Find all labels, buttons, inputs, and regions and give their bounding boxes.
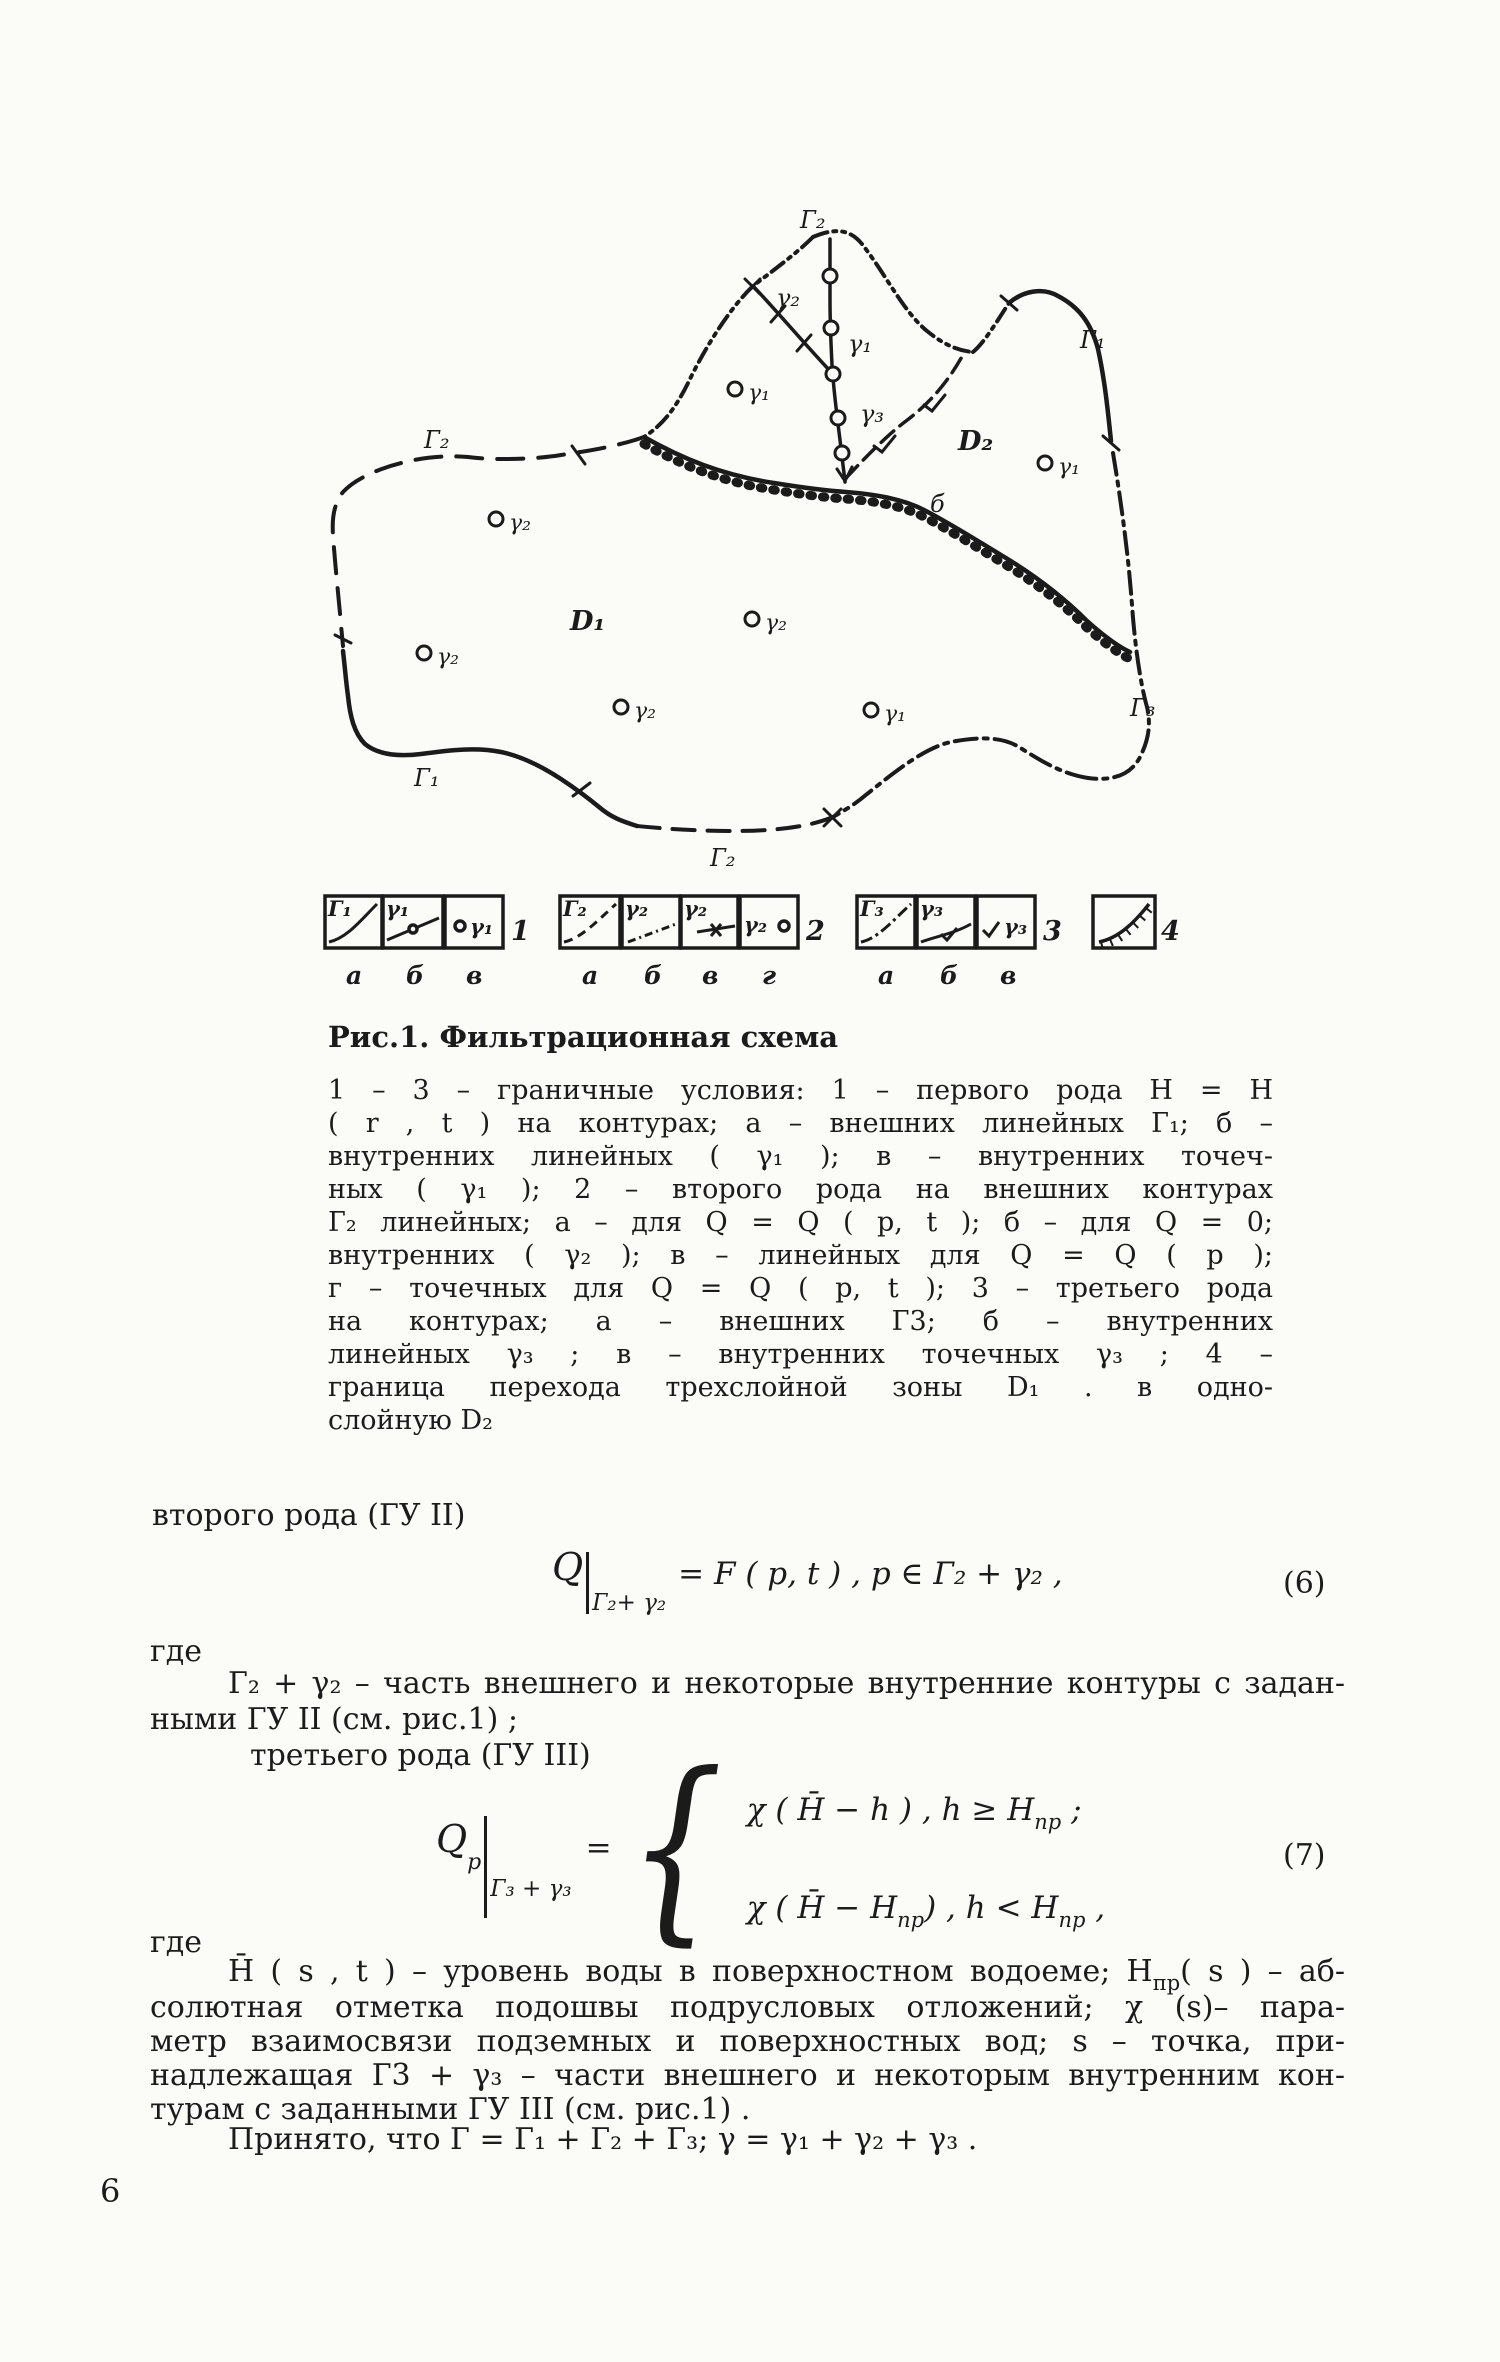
caption-line: Г₂ линейных; а – для Q = Q ( p, t ); б – для Q = 0; xyxy=(328,1207,1273,1238)
legend xyxy=(325,896,1155,948)
legend-1v-symbol: γ₁ xyxy=(470,914,494,939)
boundary-g1-bottom-left xyxy=(343,651,637,826)
formula7-number: (7) xyxy=(1283,1838,1326,1873)
legend-2a-symbol: Г₂ xyxy=(563,896,587,921)
formula7-equals: = xyxy=(585,1830,612,1866)
formula7-subscript: Г₃ + γ₃ xyxy=(490,1876,572,1902)
paragraph2-line1-sub: пр xyxy=(1152,1971,1181,1995)
formula7-case1 xyxy=(747,1792,1105,1834)
formula7-case2-sub2: пр xyxy=(1058,1908,1086,1932)
formula7-case1-tail: ; xyxy=(1061,1792,1082,1828)
formula7-case2-sub1: пр xyxy=(897,1908,925,1932)
label-point-gamma2-mid: γ₂ xyxy=(765,611,787,636)
page-number: 6 xyxy=(100,2172,121,2210)
legend-1a-symbol: Г₁ xyxy=(328,896,352,921)
paragraph1-line2: ными ГУ II (см. рис.1) ; xyxy=(150,1702,518,1737)
boundary-tick-marks xyxy=(335,279,1119,826)
formula7-q: Q xyxy=(436,1817,468,1861)
label-g1-right: Г₁ xyxy=(1080,326,1106,354)
paragraph2-line1-main: H̄ ( s , t ) – уровень воды в поверхностном водоеме; H xyxy=(228,1954,1153,1989)
caption-line: внутренних ( γ₂ ); в – линейных для Q = Q ( р ); xyxy=(328,1240,1273,1271)
label-g1-bottom: Г₁ xyxy=(414,764,440,792)
legend-3-letter-a: а xyxy=(878,961,895,990)
label-point-gamma1-right: γ₁ xyxy=(884,702,906,727)
boundary-g3-hump xyxy=(833,738,1088,817)
label-point-gamma2-upper: γ₂ xyxy=(509,511,531,536)
legend-3a-symbol: Г₃ xyxy=(860,896,884,921)
formula7-case2 xyxy=(747,1890,1105,1932)
label-gamma3-line: γ₃ xyxy=(860,400,884,428)
legend-group4-number: 4 xyxy=(1161,916,1180,947)
formula6-q: Q xyxy=(552,1545,584,1589)
legend-1b-symbol: γ₁ xyxy=(386,896,410,921)
paragraph2-line5: турам с заданными ГУ III (см. рис.1) . xyxy=(150,2092,751,2127)
formula7-q-subscript: р xyxy=(467,1850,482,1875)
paragraph1-line1: Г₂ + γ₂ – часть внешнего и некоторые внутренние контуры с задан- xyxy=(228,1666,1345,1701)
label-point-gamma1-topleft: γ₁ xyxy=(748,381,770,406)
paragraph2-line1-tail: ( s ) – аб- xyxy=(1180,1954,1345,1989)
caption-line: г – точечных для Q = Q ( p, t ); 3 – третьего рода xyxy=(328,1273,1273,1304)
legend-2-letter-a: а xyxy=(582,961,599,990)
formula-7 xyxy=(436,1731,1106,1964)
formula-6 xyxy=(552,1545,1063,1616)
legend-2b-symbol: γ₂ xyxy=(625,896,649,921)
legend-2g-symbol: γ₂ xyxy=(744,912,768,937)
caption-line: слойную D₂ xyxy=(328,1405,493,1436)
figure-caption-title: Рис.1. Фильтрационная схема xyxy=(328,1020,839,1054)
boundary-g3-right xyxy=(1088,453,1149,779)
label-point-gamma2-left: γ₂ xyxy=(437,645,459,670)
body-final-line: Принято, что Г = Г₁ + Г₂ + Г₃; γ = γ₁ + γ₂ + γ₃ . xyxy=(228,2122,978,2157)
boundary-g1-right-peak xyxy=(1009,291,1111,441)
legend-1-letter-a: а xyxy=(346,961,363,990)
label-region-d2: D₂ xyxy=(958,426,994,457)
caption-line: ных ( γ₁ ); 2 – второго рода на внешних контурах xyxy=(328,1174,1273,1205)
formula7-cases xyxy=(747,1792,1105,1932)
legend-group3-number: 3 xyxy=(1043,916,1062,947)
caption-line: ( r , t ) на контурах; а – внешних линейных Г₁; б – xyxy=(328,1108,1273,1139)
caption-line: линейных γ₃ ; в – внутренних точечных γ₃ ; 4 – xyxy=(328,1339,1273,1370)
body-intro-line: второго рода (ГУ II) xyxy=(152,1498,466,1533)
legend-3-letter-b: б xyxy=(940,961,959,990)
legend-1-letter-v: в xyxy=(466,961,483,990)
formula7-case2-mid: ) , h < H xyxy=(924,1890,1059,1926)
boundary-g2-valley xyxy=(973,303,1009,352)
label-gamma1-line: γ₁ xyxy=(848,330,872,358)
label-g2-apex: Г₂ xyxy=(800,206,826,234)
caption-line: на контурах; а – внешних Г3; б – внутренних xyxy=(328,1306,1273,1337)
where-label-2: где xyxy=(150,1925,202,1960)
figure-caption xyxy=(328,1020,1273,1437)
formula7-bar xyxy=(484,1816,487,1918)
formula7-case1-main: χ ( H̄ − h ) , h ≥ H xyxy=(746,1792,1035,1828)
internal-point-circles xyxy=(417,382,1052,717)
legend-1-letter-b: б xyxy=(406,961,425,990)
formula6-subscript: Г₂+ γ₂ xyxy=(592,1590,667,1616)
boundary-g2-bottom xyxy=(637,817,833,831)
gamma1-line-point-circles xyxy=(823,269,849,460)
label-g3-right: Г₃ xyxy=(1130,694,1156,722)
label-g2-left: Г₂ xyxy=(424,426,450,454)
body-third-kind-line: третьего рода (ГУ III) xyxy=(250,1738,591,1773)
formula7-case2-main: χ ( H̄ − H xyxy=(746,1890,898,1926)
paragraph2-line4: надлежащая Г3 + γ₃ – части внешнего и некоторым внутренним кон- xyxy=(150,2058,1345,2093)
legend-3b-symbol: γ₃ xyxy=(920,896,944,921)
paragraph2-line2: солютная отметка подошвы подрусловых отложений; χ (s)– пара- xyxy=(150,1990,1345,2025)
caption-line: внутренних линейных ( γ₁ ); в – внутренних точеч- xyxy=(328,1141,1273,1172)
where-label-1: где xyxy=(150,1634,202,1669)
legend-2-letter-v: в xyxy=(702,961,719,990)
legend-2-letter-b: б xyxy=(644,961,663,990)
formula7-brace: { xyxy=(627,1731,723,1964)
label-g2-bottom: Г₂ xyxy=(710,844,736,872)
label-point-gamma1-d2: γ₁ xyxy=(1058,455,1080,480)
label-region-d1: D₁ xyxy=(570,606,606,637)
legend-3-letter-v: в xyxy=(1000,961,1017,990)
formula7-case1-sub: пр xyxy=(1034,1810,1062,1834)
label-point-gamma2-center: γ₂ xyxy=(634,699,656,724)
legend-2v-symbol: γ₂ xyxy=(684,896,708,921)
legend-3v-symbol: γ₃ xyxy=(1004,914,1028,939)
formula6-rhs: = F ( p, t ) , p ∈ Г₂ + γ₂ , xyxy=(678,1556,1063,1592)
formula6-number: (6) xyxy=(1283,1566,1326,1601)
legend-group2-number: 2 xyxy=(806,916,825,947)
filtration-scheme-figure xyxy=(0,0,1500,1010)
formula6-bar xyxy=(586,1552,589,1614)
paragraph2-line3: метр взаимосвязи подземных и поверхностных вод; s – точка, при- xyxy=(150,2024,1345,2059)
label-b-hatched: б xyxy=(930,490,945,518)
label-gamma2-line: γ₂ xyxy=(776,284,800,312)
caption-line: граница перехода трехслойной зоны D₁ . в одно- xyxy=(328,1372,1273,1403)
boundary-g2-left-flank xyxy=(644,237,813,437)
formula7-case2-tail: , xyxy=(1085,1890,1106,1926)
caption-line: 1 – 3 – граничные условия: 1 – первого рода Н = Н xyxy=(328,1075,1273,1106)
legend-group1-number: 1 xyxy=(511,916,530,947)
legend-2-letter-g: г xyxy=(762,961,777,990)
